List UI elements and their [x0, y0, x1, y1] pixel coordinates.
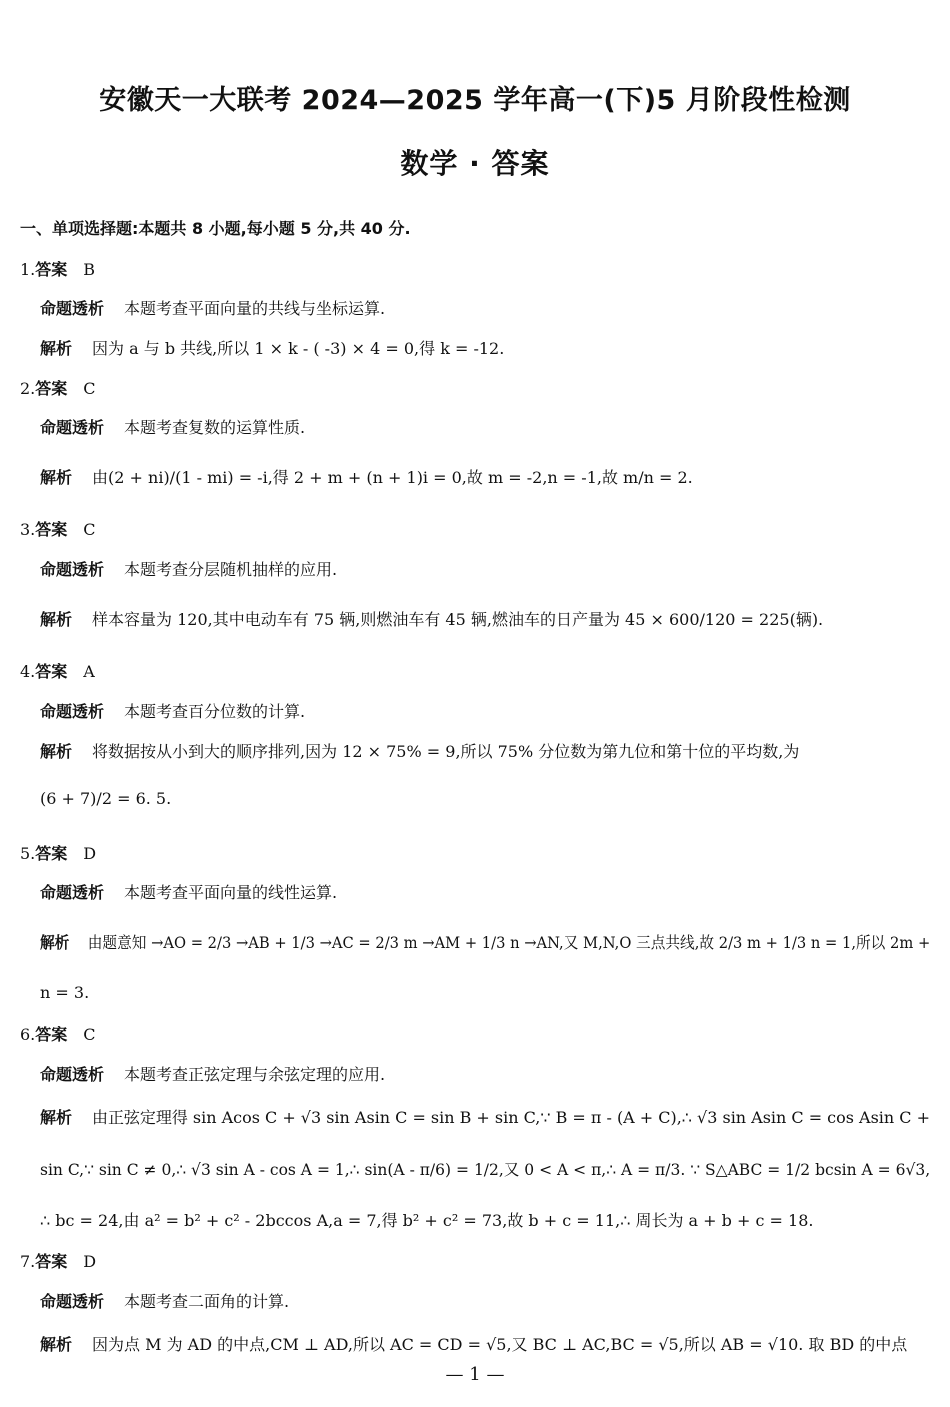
intent-text: 本题考查分层随机抽样的应用. — [124, 560, 338, 579]
page-title: 安徽天一大联考 2024—2025 学年高一(下)5 月阶段性检测 — [99, 85, 851, 116]
question-number: 5. — [20, 844, 36, 863]
answer-value: C — [83, 1025, 96, 1044]
intent-row-q4 — [40, 699, 305, 722]
answer-label: 答案 — [35, 1025, 68, 1044]
intent-label: 命题透析 — [40, 1292, 105, 1311]
intent-row-q3 — [40, 557, 337, 580]
analysis-continuation-q4: (6 + 7)/2 = 6. 5. — [40, 789, 172, 808]
analysis-row-q7 — [40, 1332, 907, 1355]
answer-line-q6 — [20, 1022, 96, 1045]
analysis-text: 由题意知 →AO = 2/3 →AB + 1/3 →AC = 2/3 m →AM + 1/3 n →AN,又 M,N,O 三点共线,故 2/3 m + 1/3 n = 1,所以 2m + — [87, 933, 931, 952]
answer-value: D — [83, 1252, 97, 1271]
question-number: 2. — [20, 379, 36, 398]
analysis-label: 解析 — [40, 339, 73, 358]
analysis-text: 将数据按从小到大的顺序排列,因为 12 × 75% = 9,所以 75% 分位数为第九位和第十位的平均数,为 — [92, 742, 800, 761]
intent-label: 命题透析 — [40, 883, 105, 902]
intent-text: 本题考查复数的运算性质. — [124, 418, 306, 437]
answer-label: 答案 — [35, 520, 68, 539]
intent-label: 命题透析 — [40, 418, 105, 437]
answer-label: 答案 — [35, 844, 68, 863]
analysis-row-q6 — [40, 1105, 930, 1128]
analysis-continuation-q6-2: ∴ bc = 24,由 a² = b² + c² - 2bccos A,a = 7,得 b² + c² = 73,故 b + c = 11,∴ 周长为 a + b + c = 18. — [40, 1211, 814, 1230]
intent-label: 命题透析 — [40, 299, 105, 318]
intent-text: 本题考查平面向量的线性运算. — [124, 883, 338, 902]
intent-row-q7 — [40, 1289, 289, 1312]
analysis-continuation-q6: sin C,∵ sin C ≠ 0,∴ √3 sin A - cos A = 1,∴ sin(A - π/6) = 1/2,又 0 < A < π,∴ A = π/3. ∵ S△ABC = 1/2 bcsin A = 6√3, — [40, 1160, 931, 1179]
analysis-text: 由正弦定理得 sin Acos C + √3 sin Asin C = sin B + sin C,∵ B = π - (A + C),∴ √3 sin Asin C = cos Asin C + — [91, 1108, 930, 1127]
answer-line-q4 — [20, 659, 95, 682]
question-number: 6. — [20, 1025, 36, 1044]
question-number: 4. — [20, 662, 36, 681]
analysis-label: 解析 — [40, 1108, 72, 1127]
answer-line-q1 — [20, 257, 95, 280]
analysis-text: 因为 a 与 b 共线,所以 1 × k - ( -3) × 4 = 0,得 k = -12. — [92, 339, 505, 358]
intent-row-q5 — [40, 880, 337, 903]
analysis-row-q3 — [40, 607, 823, 630]
intent-row-q2 — [40, 415, 305, 438]
intent-text: 本题考查平面向量的共线与坐标运算. — [124, 299, 386, 318]
analysis-label: 解析 — [40, 933, 70, 952]
analysis-row-q5 — [40, 930, 930, 953]
answer-value: C — [83, 379, 96, 398]
analysis-text: 样本容量为 120,其中电动车有 75 辆,则燃油车有 45 辆,燃油车的日产量为 45 × 600/120 = 225(辆). — [92, 610, 824, 629]
answer-label: 答案 — [35, 260, 68, 279]
answer-value: D — [83, 844, 97, 863]
intent-text: 本题考查二面角的计算. — [124, 1292, 290, 1311]
analysis-label: 解析 — [40, 610, 73, 629]
answer-line-q3 — [20, 517, 96, 540]
page-subtitle: 数学 · 答案 — [400, 147, 550, 180]
intent-label: 命题透析 — [40, 1065, 105, 1084]
intent-label: 命题透析 — [40, 560, 105, 579]
analysis-row-q4 — [40, 739, 799, 762]
answer-label: 答案 — [35, 662, 68, 681]
answer-label: 答案 — [35, 1252, 68, 1271]
analysis-label: 解析 — [40, 468, 73, 487]
analysis-label: 解析 — [40, 1335, 73, 1354]
analysis-row-q1 — [40, 336, 504, 359]
intent-text: 本题考查正弦定理与余弦定理的应用. — [124, 1065, 386, 1084]
answer-line-q2 — [20, 376, 96, 399]
intent-row-q1 — [40, 296, 385, 319]
analysis-row-q2 — [40, 465, 693, 488]
intent-text: 本题考查百分位数的计算. — [124, 702, 306, 721]
section-heading: 一、单项选择题:本题共 8 小题,每小题 5 分,共 40 分. — [20, 219, 411, 238]
question-number: 7. — [20, 1252, 36, 1271]
analysis-text: 由(2 + ni)/(1 - mi) = -i,得 2 + m + (n + 1)i = 0,故 m = -2,n = -1,故 m/n = 2. — [92, 468, 693, 487]
answer-label: 答案 — [35, 379, 68, 398]
page-number: — 1 — — [445, 1364, 505, 1385]
answer-value: C — [83, 520, 96, 539]
analysis-continuation-q5: n = 3. — [40, 983, 90, 1002]
intent-row-q6 — [40, 1062, 385, 1085]
answer-value: A — [83, 662, 95, 681]
intent-label: 命题透析 — [40, 702, 105, 721]
question-number: 3. — [20, 520, 36, 539]
answer-value: B — [83, 260, 96, 279]
question-number: 1. — [20, 260, 36, 279]
analysis-label: 解析 — [40, 742, 73, 761]
answer-line-q7 — [20, 1249, 96, 1272]
answer-line-q5 — [20, 841, 96, 864]
analysis-text: 因为点 M 为 AD 的中点,CM ⊥ AD,所以 AC = CD = √5,又 BC ⊥ AC,BC = √5,所以 AB = √10. 取 BD 的中点 — [92, 1335, 908, 1354]
